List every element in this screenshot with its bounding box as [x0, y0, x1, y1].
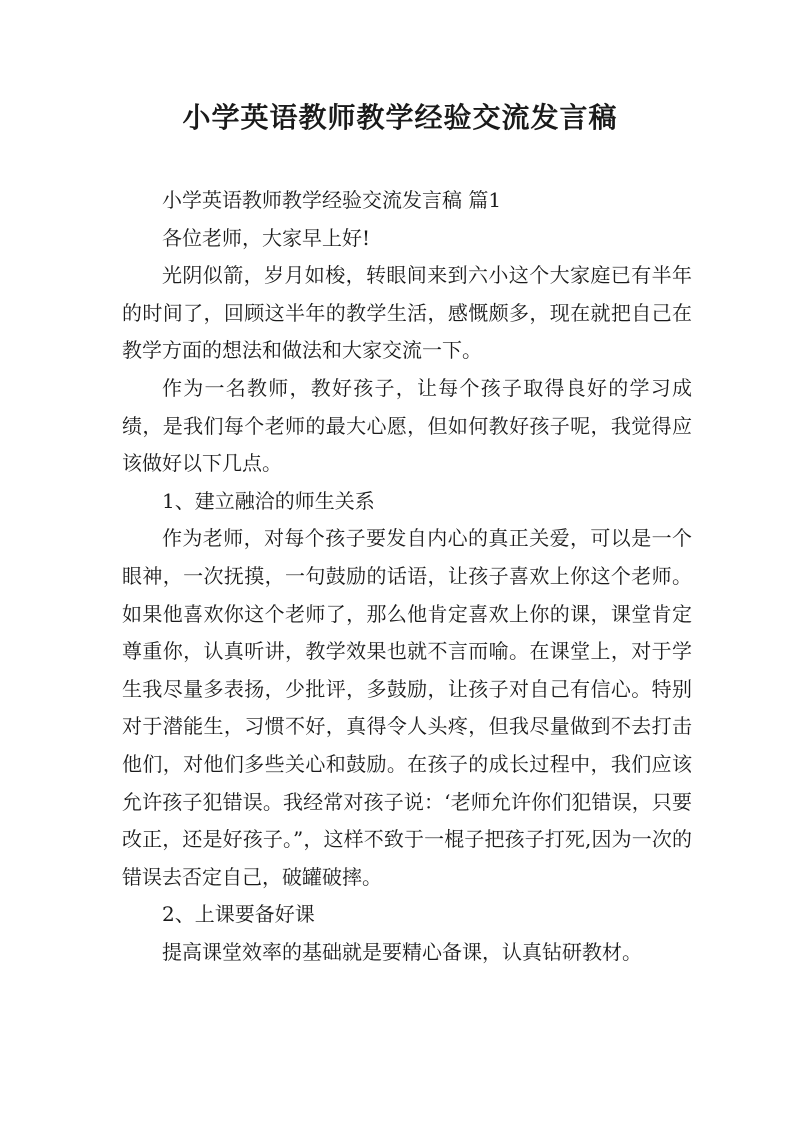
- purpose-paragraph: 作为一名教师，教好孩子，让每个孩子取得良好的学习成绩，是我们每个老师的最大心愿，但如何教好孩子呢，我觉得应该做好以下几点。: [122, 375, 692, 476]
- greeting-paragraph: 各位老师，大家早上好!: [162, 225, 371, 250]
- intro-paragraph: 光阴似箭，岁月如梭，转眼间来到六小这个大家庭已有半年的时间了，回顾这半年的教学生活，感慨颇多，现在就把自己在教学方面的想法和做法和大家交流一下。: [122, 263, 692, 363]
- point-2-heading: 2、上课要备好课: [162, 902, 315, 927]
- section-heading: 小学英语教师教学经验交流发言稿 篇1: [162, 188, 502, 212]
- point-2-body: 提高课堂效率的基础就是要精心备课，认真钻研教材。: [162, 939, 642, 964]
- document-title: 小学英语教师教学经验交流发言稿: [182, 101, 618, 134]
- document-body: [122, 182, 692, 971]
- point-1-heading: 1、建立融洽的师生关系: [162, 488, 375, 513]
- point-1-body: 作为老师，对每个孩子要发自内心的真正关爱，可以是一个眼神，一次抚摸，一句鼓励的话语，让孩子喜欢上你这个老师。如果他喜欢你这个老师了，那么他肯定喜欢上你的课，课堂肯定尊重你，认真听讲，教学效果也就不言而喻。在课堂上，对于学生我尽量多表扬，少批评，多鼓励，让孩子对自己有信心。特别对于潜能生，习惯不好，真得令人头疼，但我尽量做到不去打击他们，对他们多些关心和鼓励。在孩子的成长过程中，我们应该允许孩子犯错误。我经常对孩子说：‘老师允许你们犯错误，只要改正，还是好孩子。”，这样不致于一棍子把孩子打死,因为一次的错误去否定自己，破罐破摔。: [122, 526, 692, 889]
